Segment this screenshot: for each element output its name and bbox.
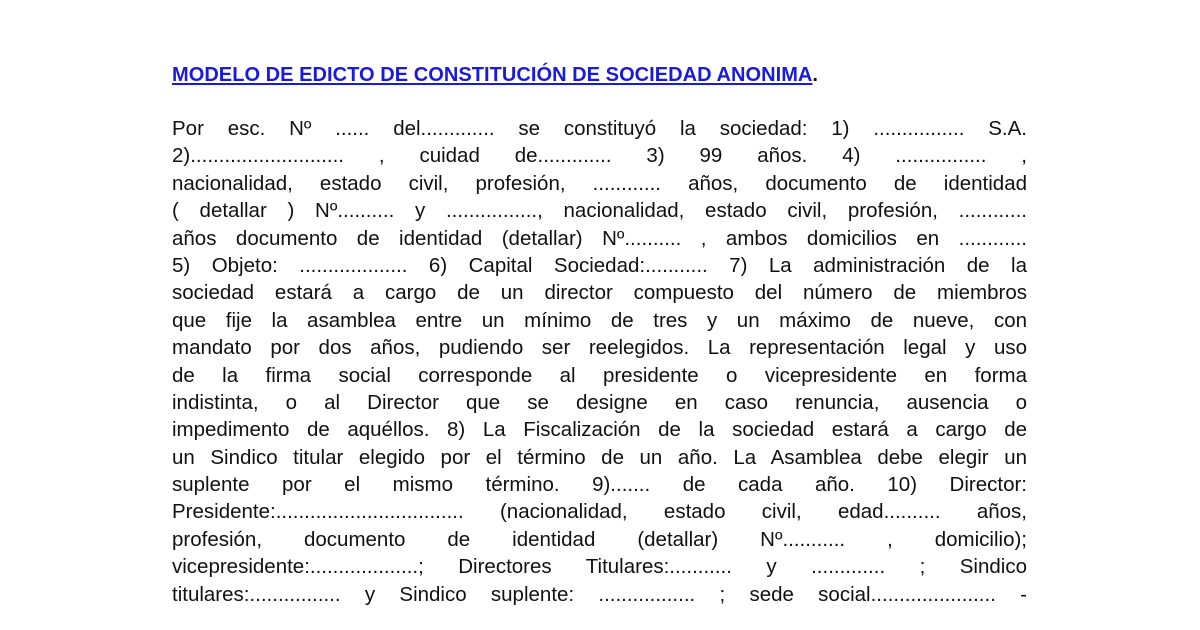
body-line: vicepresidente:...................; Directores Titulares:........... y ............. ; Sindico <box>172 555 1027 579</box>
body-line: indistinta, o al Director que se designe en caso renuncia, ausencia o <box>172 390 1027 414</box>
body-line: de la firma social corresponde al presidente o vicepresidente en forma <box>172 363 1027 387</box>
body-line: años documento de identidad (detallar) Nº.......... , ambos domicilios en ............ <box>172 226 1027 250</box>
body-line: impedimento de aquéllos. 8) La Fiscalización de la sociedad estará a cargo de <box>172 418 1027 442</box>
body-line: un Sindico titular elegido por el término de un año. La Asamblea debe elegir un <box>172 445 1027 469</box>
body-line: 2)........................... , cuidad de............. 3) 99 años. 4) ................ , <box>172 144 1027 168</box>
body-line: Por esc. Nº ...... del............. se constituyó la sociedad: 1) ................ S.A. <box>172 117 1027 140</box>
body-line: profesión, documento de identidad (detallar) Nº........... , domicilio); <box>172 527 1027 551</box>
body-line: titulares:................ y Sindico suplente: ................. ; sede social...................... - <box>172 582 1027 606</box>
body-line: ( detallar ) Nº.......... y ................, nacionalidad, estado civil, profesión, ............ <box>172 199 1027 223</box>
body-line: 5) Objeto: ................... 6) Capital Sociedad:........... 7) La administración de la <box>172 253 1027 277</box>
body-line: que fije la asamblea entre un mínimo de tres y un máximo de nueve, con <box>172 308 1027 332</box>
body-line: Presidente:................................. (nacionalidad, estado civil, edad.......... años, <box>172 500 1027 524</box>
body-line: mandato por dos años, pudiendo ser reelegidos. La representación legal y uso <box>172 336 1027 360</box>
body-line: suplente por el mismo término. 9)....... de cada año. 10) Director: <box>172 473 1027 497</box>
body-line: sociedad estará a cargo de un director compuesto del número de miembros <box>172 281 1027 305</box>
document-body <box>172 115 1027 608</box>
body-line: nacionalidad, estado civil, profesión, ............ años, documento de identidad <box>172 171 1027 195</box>
document-title-link[interactable]: MODELO DE EDICTO DE CONSTITUCIÓN DE SOCIEDAD ANONIMA <box>172 64 813 86</box>
document-title <box>172 62 818 88</box>
document-title-period: . <box>812 64 819 86</box>
